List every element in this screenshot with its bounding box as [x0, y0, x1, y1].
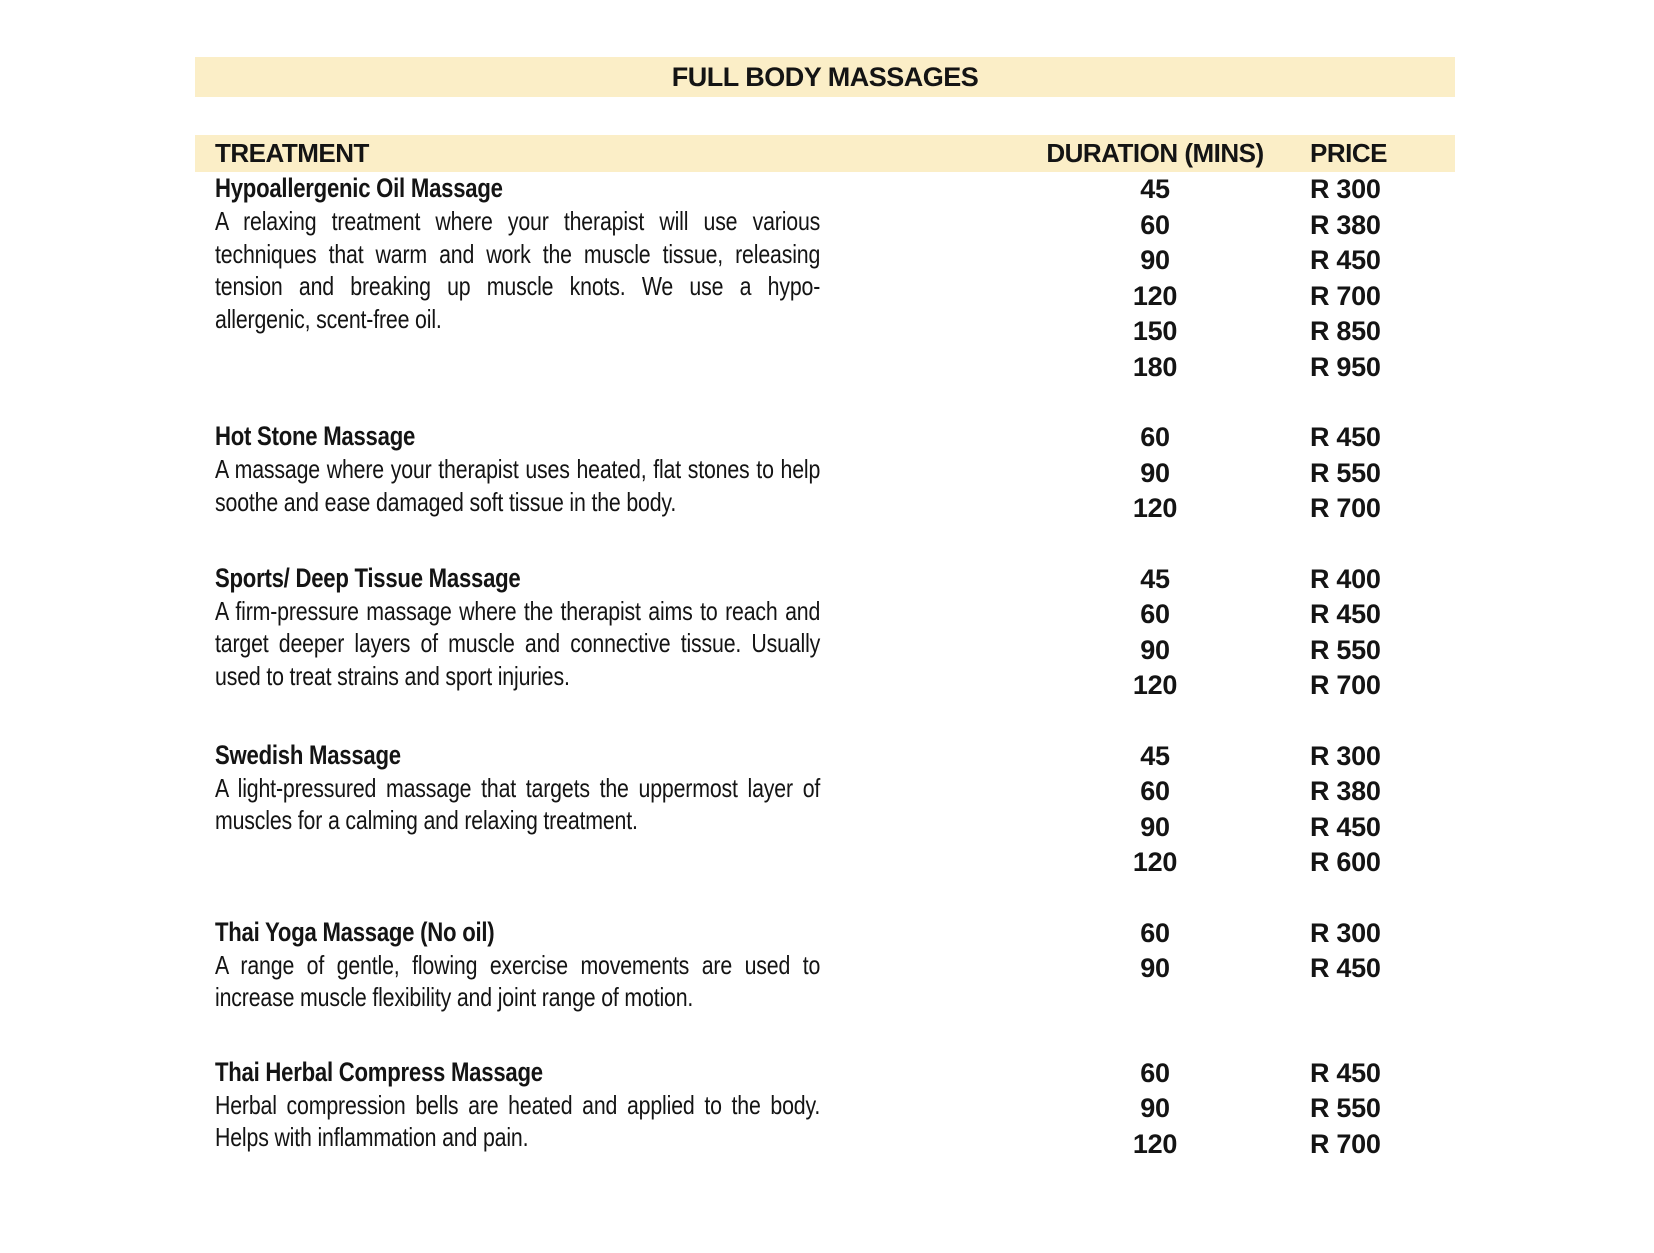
treatment-cell — [195, 562, 1015, 704]
price-value: R 300 — [1310, 740, 1381, 771]
price-value: R 850 — [1310, 316, 1381, 346]
duration-cell — [1015, 172, 1295, 385]
treatment-cell — [195, 1056, 1015, 1163]
treatment-name: Hot Stone Massage — [215, 421, 416, 451]
price-cell — [1295, 916, 1455, 1014]
duration-value: 90 — [1140, 953, 1170, 983]
duration-value: 120 — [1132, 670, 1178, 700]
price-value: R 700 — [1310, 493, 1381, 523]
treatment-section — [195, 916, 1455, 1014]
price-value: R 300 — [1310, 174, 1381, 204]
duration-value: 90 — [1140, 811, 1170, 842]
duration-value: 90 — [1140, 634, 1170, 665]
duration-value: 90 — [1140, 457, 1170, 488]
price-value: R 700 — [1310, 280, 1381, 311]
duration-value: 120 — [1132, 280, 1178, 311]
price-cell — [1295, 172, 1455, 385]
treatment-cell — [195, 916, 1015, 1014]
price-value: R 600 — [1310, 847, 1381, 877]
treatment-description: A massage where your therapist uses heated, flat stones to help soothe and ease damaged soft tissue in the body. — [215, 454, 821, 517]
price-value: R 450 — [1310, 599, 1381, 629]
treatment-section — [195, 172, 1455, 385]
treatment-description: Herbal compression bells are heated and applied to the body. Helps with inflammation and pain. — [215, 1089, 821, 1152]
duration-value: 60 — [1140, 1057, 1170, 1088]
duration-value: 90 — [1140, 1093, 1170, 1123]
duration-cell — [1015, 916, 1295, 1014]
treatment-cell — [195, 172, 1015, 385]
treatment-name: Thai Herbal Compress Massage — [215, 1056, 543, 1087]
treatment-description: A firm-pressure massage where the therapist aims to reach and target deeper layers of muscle and connective tissue. Usually used to treat strains and sport injuries. — [215, 595, 821, 691]
price-value: R 400 — [1310, 563, 1381, 594]
price-cell — [1295, 420, 1455, 527]
price-value: R 450 — [1310, 422, 1381, 452]
treatment-section — [195, 739, 1455, 881]
price-column-header: PRICE — [1310, 138, 1387, 168]
treatment-name: Swedish Massage — [215, 739, 401, 770]
duration-value: 120 — [1132, 493, 1178, 523]
duration-value: 45 — [1140, 740, 1170, 771]
treatment-description: A light-pressured massage that targets the uppermost layer of muscles for a calming and relaxing treatment. — [215, 772, 821, 835]
price-cell — [1295, 739, 1455, 881]
treatment-column-header: TREATMENT — [215, 138, 369, 168]
treatment-description: A range of gentle, flowing exercise movements are used to increase muscle flexibility and joint range of motion. — [215, 949, 821, 1012]
price-value: R 950 — [1310, 351, 1381, 382]
treatment-description: A relaxing treatment where your therapist will use various techniques that warm and work the muscle tissue, releasing tension and breaking up muscle knots. We use a hypo-allergenic, scent-free oil. — [215, 206, 821, 334]
price-value: R 700 — [1310, 1128, 1381, 1159]
price-cell — [1295, 562, 1455, 704]
price-value: R 450 — [1310, 953, 1381, 983]
price-value: R 550 — [1310, 634, 1381, 665]
duration-value: 90 — [1140, 245, 1170, 275]
price-value: R 450 — [1310, 1057, 1381, 1088]
price-value: R 550 — [1310, 1093, 1381, 1123]
duration-value: 60 — [1140, 209, 1170, 240]
duration-value: 45 — [1140, 174, 1170, 204]
duration-value: 120 — [1132, 847, 1178, 877]
duration-column-header: DURATION (MINS) — [1046, 138, 1264, 168]
treatment-sections — [195, 172, 1455, 1162]
table-header-row — [195, 135, 1455, 172]
duration-value: 60 — [1140, 599, 1170, 629]
duration-value: 60 — [1140, 776, 1170, 806]
price-cell — [1295, 1056, 1455, 1163]
duration-cell — [1015, 739, 1295, 881]
price-value: R 550 — [1310, 457, 1381, 488]
price-value: R 450 — [1310, 811, 1381, 842]
duration-cell — [1015, 1056, 1295, 1163]
treatment-name: Thai Yoga Massage (No oil) — [215, 916, 495, 947]
treatment-name: Sports/ Deep Tissue Massage — [215, 562, 521, 593]
treatment-section — [195, 562, 1455, 704]
treatment-section — [195, 420, 1455, 527]
duration-value: 150 — [1132, 316, 1178, 346]
treatment-section — [195, 1056, 1455, 1163]
duration-value: 120 — [1132, 1128, 1178, 1159]
duration-value: 60 — [1140, 917, 1170, 948]
price-value: R 380 — [1310, 776, 1381, 806]
price-value: R 300 — [1310, 917, 1381, 948]
treatment-name: Hypoallergenic Oil Massage — [215, 173, 503, 203]
duration-value: 180 — [1132, 351, 1178, 382]
duration-value: 60 — [1140, 422, 1170, 452]
treatment-cell — [195, 739, 1015, 881]
price-value: R 380 — [1310, 209, 1381, 240]
duration-value: 45 — [1140, 563, 1170, 594]
page-title: FULL BODY MASSAGES — [195, 57, 1455, 97]
duration-cell — [1015, 420, 1295, 527]
duration-cell — [1015, 562, 1295, 704]
price-value: R 700 — [1310, 670, 1381, 700]
price-value: R 450 — [1310, 245, 1381, 275]
treatment-cell — [195, 420, 1015, 527]
